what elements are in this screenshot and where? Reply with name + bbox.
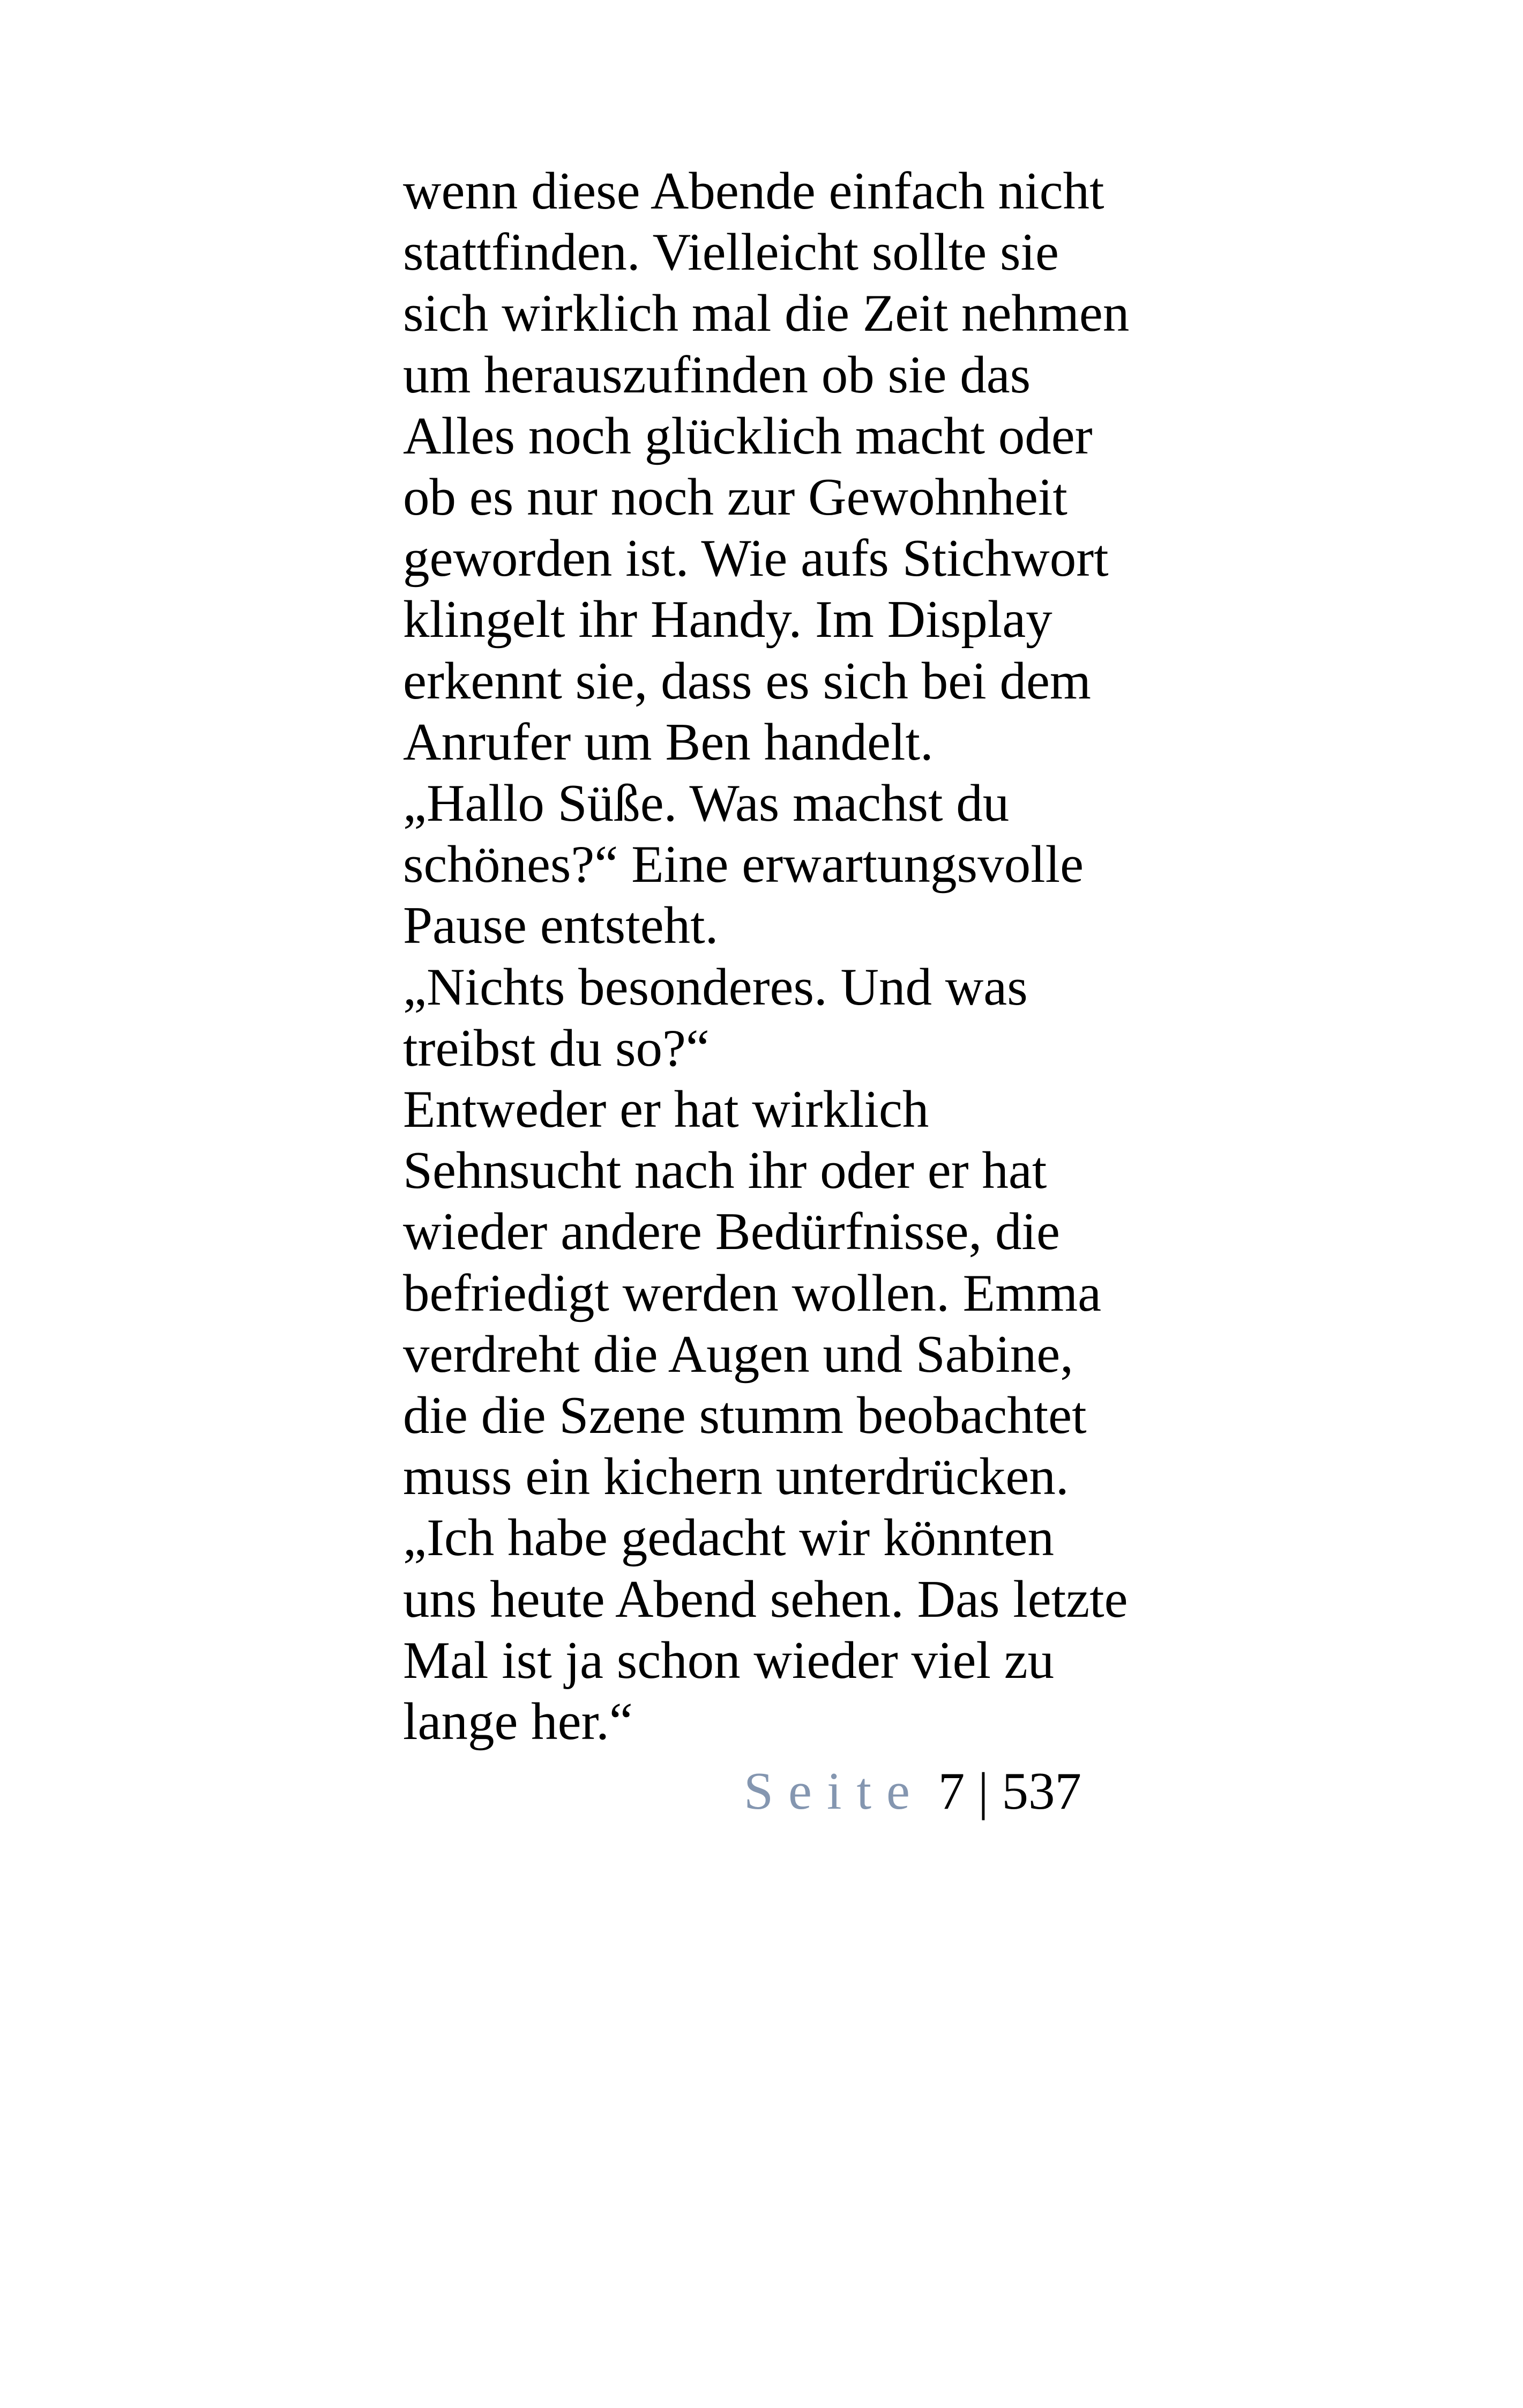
page-separator: | <box>977 1762 989 1820</box>
text-line: sich wirklich mal die Zeit nehmen <box>403 284 1130 343</box>
text-line: klingelt ihr Handy. Im Display <box>403 590 1052 649</box>
text-line: Anrufer um Ben handelt. <box>403 712 934 771</box>
text-line: Sehnsucht nach ihr oder er hat <box>403 1141 1047 1200</box>
text-line: muss ein kichern unterdrücken. <box>403 1447 1069 1506</box>
text-line: treibst du so?“ <box>403 1019 710 1077</box>
text-line: lange her.“ <box>403 1692 633 1751</box>
text-line: stattfinden. Vielleicht sollte sie <box>403 223 1059 282</box>
page-number: 7 <box>938 1762 965 1820</box>
text-line: befriedigt werden wollen. Emma <box>403 1264 1102 1322</box>
text-line: Pause entsteht. <box>403 896 719 955</box>
text-line: schönes?“ Eine erwartungsvolle <box>403 835 1084 894</box>
page-footer <box>744 1761 1081 1822</box>
text-line: die die Szene stumm beobachtet <box>403 1386 1087 1445</box>
text-line: ob es nur noch zur Gewohnheit <box>403 468 1067 527</box>
text-line: Mal ist ja schon wieder viel zu <box>403 1631 1055 1690</box>
text-line: Entweder er hat wirklich <box>403 1080 929 1139</box>
text-line: „Ich habe gedacht wir könnten <box>403 1508 1054 1567</box>
text-line: wieder andere Bedürfnisse, die <box>403 1202 1060 1261</box>
text-line: erkennt sie, dass es sich bei dem <box>403 651 1091 710</box>
body-text <box>403 161 1164 1752</box>
text-line: wenn diese Abende einfach nicht <box>403 162 1104 220</box>
text-line: verdreht die Augen und Sabine, <box>403 1325 1073 1384</box>
text-line: geworden ist. Wie aufs Stichwort <box>403 529 1109 588</box>
text-line: um herauszufinden ob sie das <box>403 345 1031 404</box>
total-pages: 537 <box>1002 1762 1082 1820</box>
text-line: Alles noch glücklich macht oder <box>403 406 1093 465</box>
page-label: Seite <box>744 1762 925 1820</box>
text-line: uns heute Abend sehen. Das letzte <box>403 1570 1128 1629</box>
text-line: „Nichts besonderes. Und was <box>403 957 1028 1016</box>
text-line: „Hallo Süße. Was machst du <box>403 774 1010 833</box>
